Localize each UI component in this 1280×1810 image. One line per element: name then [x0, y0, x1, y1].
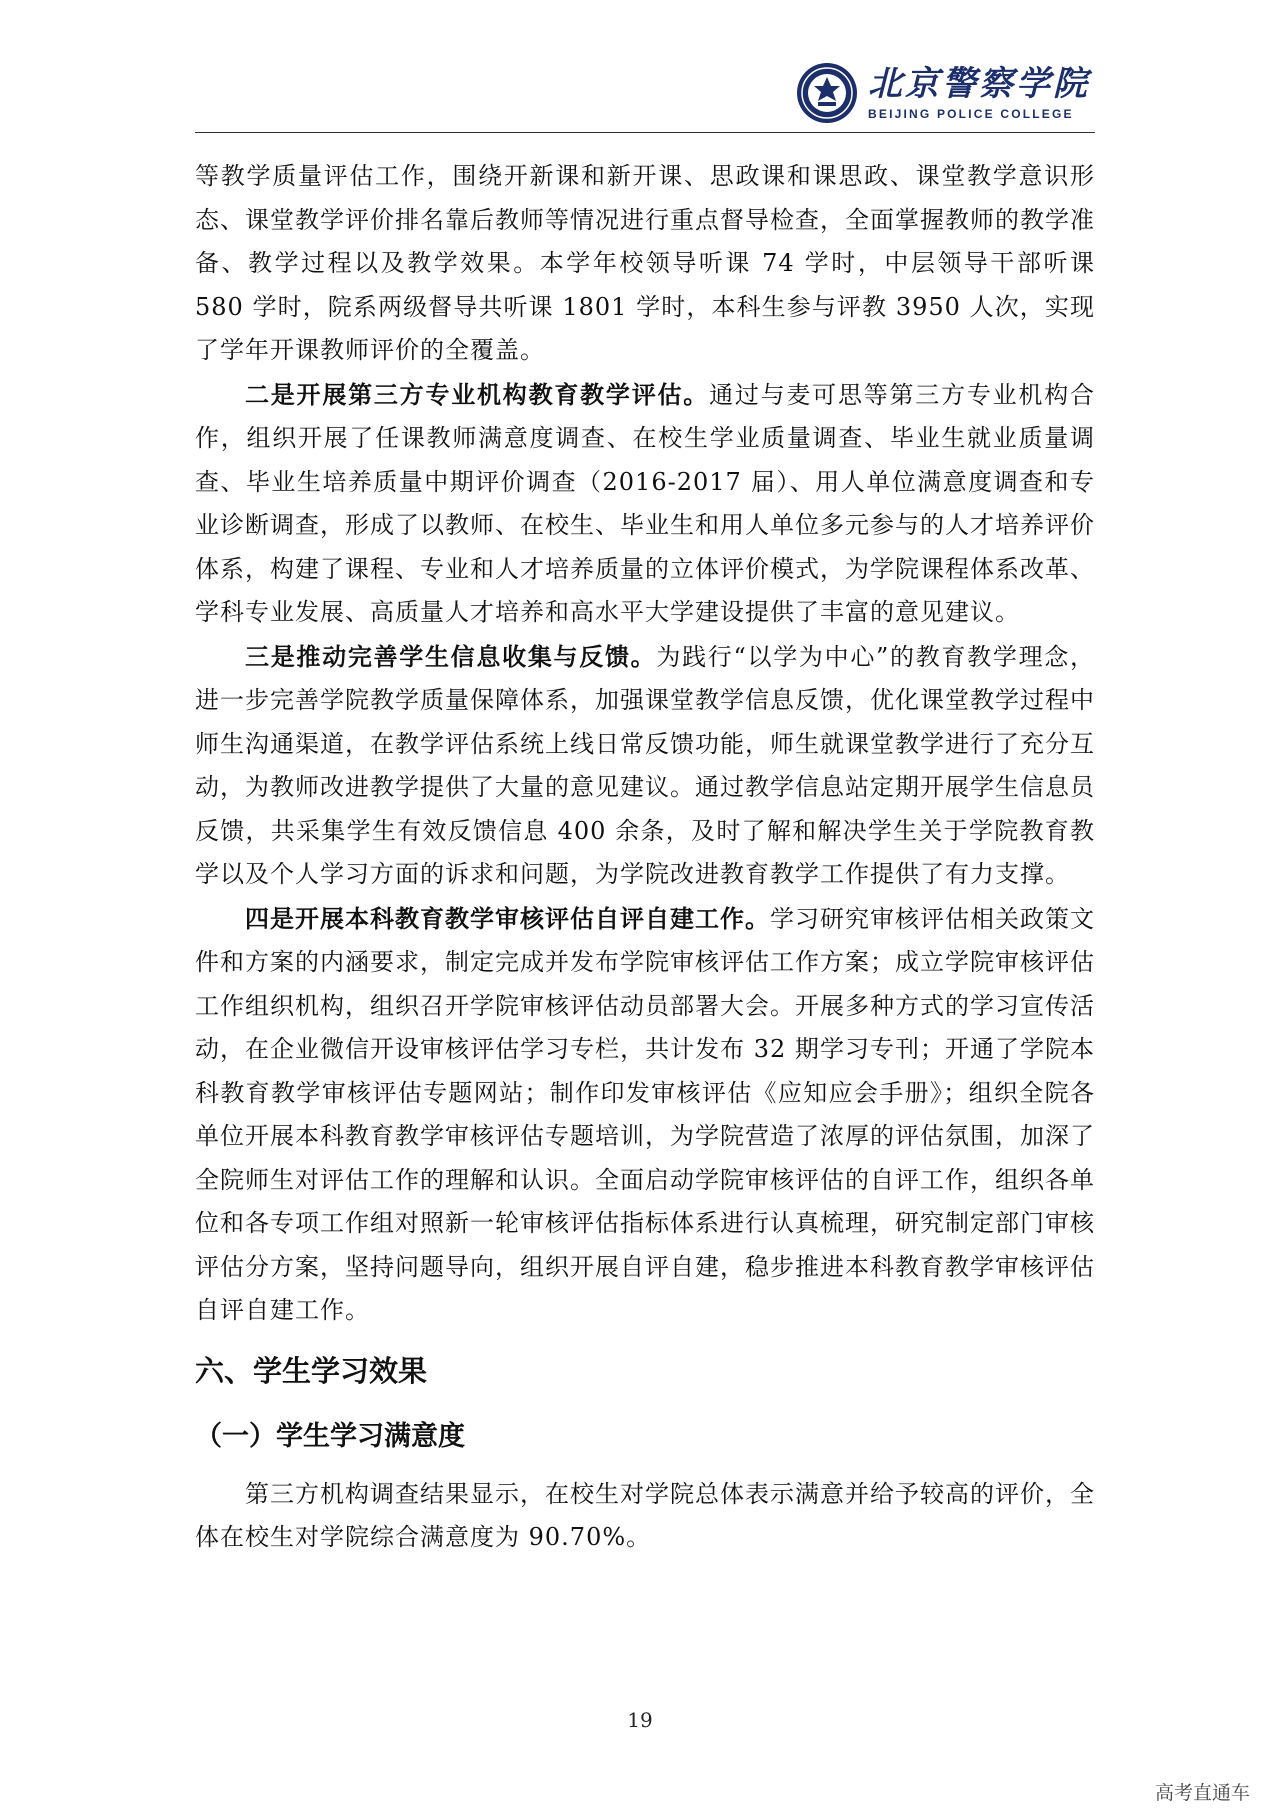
header-divider: [195, 132, 1095, 133]
paragraph-body: 为践行“以学为中心”的教育教学理念，进一步完善学院教学质量保障体系，加强课堂教学信息反馈，优化课堂教学过程中师生沟通渠道，在教学评估系统上线日常反馈功能，师生就课堂教学进行了充分互动，为教师改进教学提供了大量的意见建议。通过教学信息站定期开展学生信息员反馈，共采集学生有效反馈信息 400 余条，及时了解和解决学生关于学院教育教学以及个人学习方面的诉求和问题，为学院改进教育教学工作提供了有力支撑。: [195, 642, 1095, 888]
paragraph-satisfaction: 第三方机构调查结果显示，在校生对学院总体表示满意并给予较高的评价，全体在校生对学院综合满意度为 90.70%。: [195, 1479, 1095, 1551]
logo-english-name: BEIJING POLICE COLLEGE: [868, 107, 1074, 121]
paragraph-lead: 四是开展本科教育教学审核评估自评自建工作。: [245, 903, 770, 933]
paragraph-audit-evaluation: [195, 897, 1095, 1333]
paragraph-body: 学习研究审核评估相关政策文件和方案的内涵要求，制定完成并发布学院审核评估工作方案；成立学院审核评估工作组织机构，组织召开学院审核评估动员部署大会。开展多种方式的学习宣传活动，在企业微信开设审核评估学习专栏，共计发布 32 期学习专刊；开通了学院本科教育教学审核评估专题网站；制作印发审核评估《应知应会手册》；组织全院各单位开展本科教育教学审核评估专题培训，为学院营造了浓厚的评估氛围，加深了全院师生对评估工作的理解和认识。全面启动学院审核评估的自评工作，组织各单位和各专项工作组对照新一轮审核评估指标体系进行认真梳理，研究制定部门审核评估分方案，坚持问题导向，组织开展自评自建，稳步推进本科教育教学审核评估自评自建工作。: [195, 904, 1095, 1324]
page-header: [796, 62, 1090, 124]
document-body: [195, 155, 1095, 1560]
paragraph-third-party-evaluation: [195, 373, 1095, 635]
source-watermark: 高考直通车: [1154, 1782, 1250, 1804]
paragraph-lead: 二是开展第三方专业机构教育教学评估。: [245, 379, 710, 409]
section-heading: 六、学生学习效果: [195, 1353, 428, 1388]
page-number: 19: [627, 1708, 653, 1732]
paragraph-student-feedback: [195, 635, 1095, 897]
college-seal-icon: [796, 62, 858, 124]
paragraph-body: 通过与麦可思等第三方专业机构合作，组织开展了任课教师满意度调查、在校生学业质量调查、毕业生就业质量调查、毕业生培养质量中期评价调查（2016-2017 届）、用人单位满意度调查和专业诊断调查，形成了以教师、在校生、毕业生和用人单位多元参与的人才培养评价体系，构建了课程、专业和人才培养质量的立体评价模式，为学院课程体系改革、学科专业发展、高质量人才培养和高水平大学建设提供了丰富的意见建议。: [195, 380, 1095, 626]
college-logo: [868, 65, 1090, 121]
paragraph-lead: 三是推动完善学生信息收集与反馈。: [245, 641, 657, 671]
subsection-heading: （一）学生学习满意度: [195, 1420, 465, 1452]
paragraph-continued: 等教学质量评估工作，围绕开新课和新开课、思政课和课思政、课堂教学意识形态、课堂教学评价排名靠后教师等情况进行重点督导检查，全面掌握教师的教学准备、教学过程以及教学效果。本学年校领导听课 74 学时，中层领导干部听课 580 学时，院系两级督导共听课 1801 学时，本科生参与评教 3950 人次，实现了学年开课教师评价的全覆盖。: [195, 162, 1095, 364]
logo-chinese-name: 北京警察学院: [868, 64, 1090, 104]
